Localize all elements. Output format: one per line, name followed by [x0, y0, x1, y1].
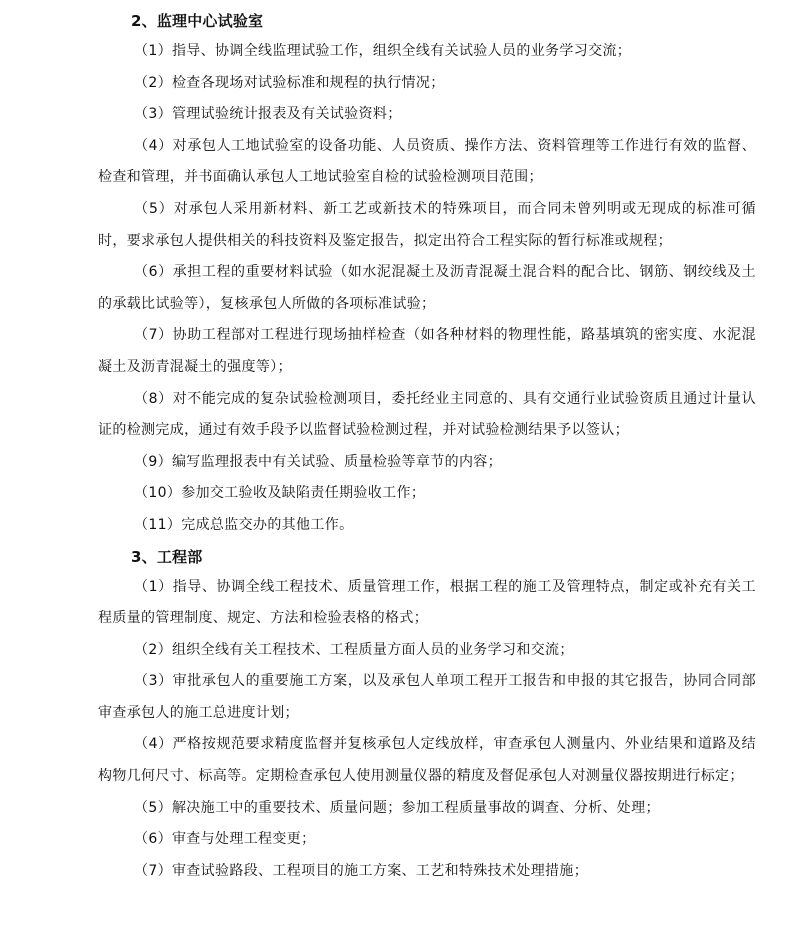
section-heading: 3、工程部 [131, 547, 203, 566]
list-item: （1）指导、协调全线监理试验工作，组织全线有关试验人员的业务学习交流； [134, 43, 632, 59]
list-item: （10）参加交工验收及缺陷责任期验收工作； [134, 485, 426, 502]
list-item: （7）审查试验路段、工程项目的施工方案、工艺和特殊技术处理措施； [134, 862, 589, 879]
list-item: （2）检查各现场对试验标准和规程的执行情况； [134, 74, 445, 91]
list-item: （5）对承包人采用新材料、新工艺或新技术的特殊项目，而合同未曾列明或无现成的标准可循时，要求承包人提供相关的科技资料及鉴定报告，拟定出符合工程实际的暂行标准或规程； [98, 200, 756, 249]
section-test-lab [98, 6, 756, 542]
list-item: （11）完成总监交办的其他工作。 [134, 516, 354, 533]
list-item: （3）审批承包人的重要施工方案，以及承包人单项工程开工报告和申报的其它报告，协同合同部审查承包人的施工总进度计划； [98, 673, 756, 721]
list-item: （8）对不能完成的复杂试验检测项目，委托经业主同意的、具有交通行业试验资质且通过计量认证的检测完成，通过有效手段予以监督试验检测过程，并对试验检测结果予以签认； [98, 390, 756, 439]
list-item: （7）协助工程部对工程进行现场抽样检查（如各种材料的物理性能，路基填筑的密实度、水泥混凝土及沥青混凝土的强度等）； [98, 327, 756, 375]
list-item: （2）组织全线有关工程技术、工程质量方面人员的业务学习和交流； [134, 641, 574, 658]
list-item: （6）承担工程的重要材料试验（如水泥混凝土及沥青混凝土混合料的配合比、钢筋、钢绞线及土的承载比试验等），复核承包人所做的各项标准试验； [98, 264, 756, 312]
section-engineering-dept [98, 542, 756, 888]
list-item: （4）严格按规范要求精度监督并复核承包人定线放样，审查承包人测量内、外业结果和道路及结构物几何尺寸、标高等。定期检查承包人使用测量仪器的精度及督促承包人对测量仪器按期进行标定； [98, 736, 756, 785]
list-item: （9）编写监理报表中有关试验、质量检验等章节的内容； [134, 453, 503, 470]
list-item: （4）对承包人工地试验室的设备功能、人员资质、操作方法、资料管理等工作进行有效的监督、检查和管理，并书面确认承包人工地试验室自检的试验检测项目范围； [98, 137, 756, 186]
list-item: （5）解决施工中的重要技术、质量问题；参加工程质量事故的调查、分析、处理； [134, 799, 660, 816]
list-item: （3）管理试验统计报表及有关试验资料； [134, 106, 402, 123]
list-item: （1）指导、协调全线工程技术、质量管理工作，根据工程的施工及管理特点，制定或补充有关工程质量的管理制度、规定、方法和检验表格的格式； [98, 578, 756, 627]
section-heading: 2、监理中心试验室 [131, 12, 264, 30]
list-item: （6）审查与处理工程变更； [134, 831, 316, 848]
